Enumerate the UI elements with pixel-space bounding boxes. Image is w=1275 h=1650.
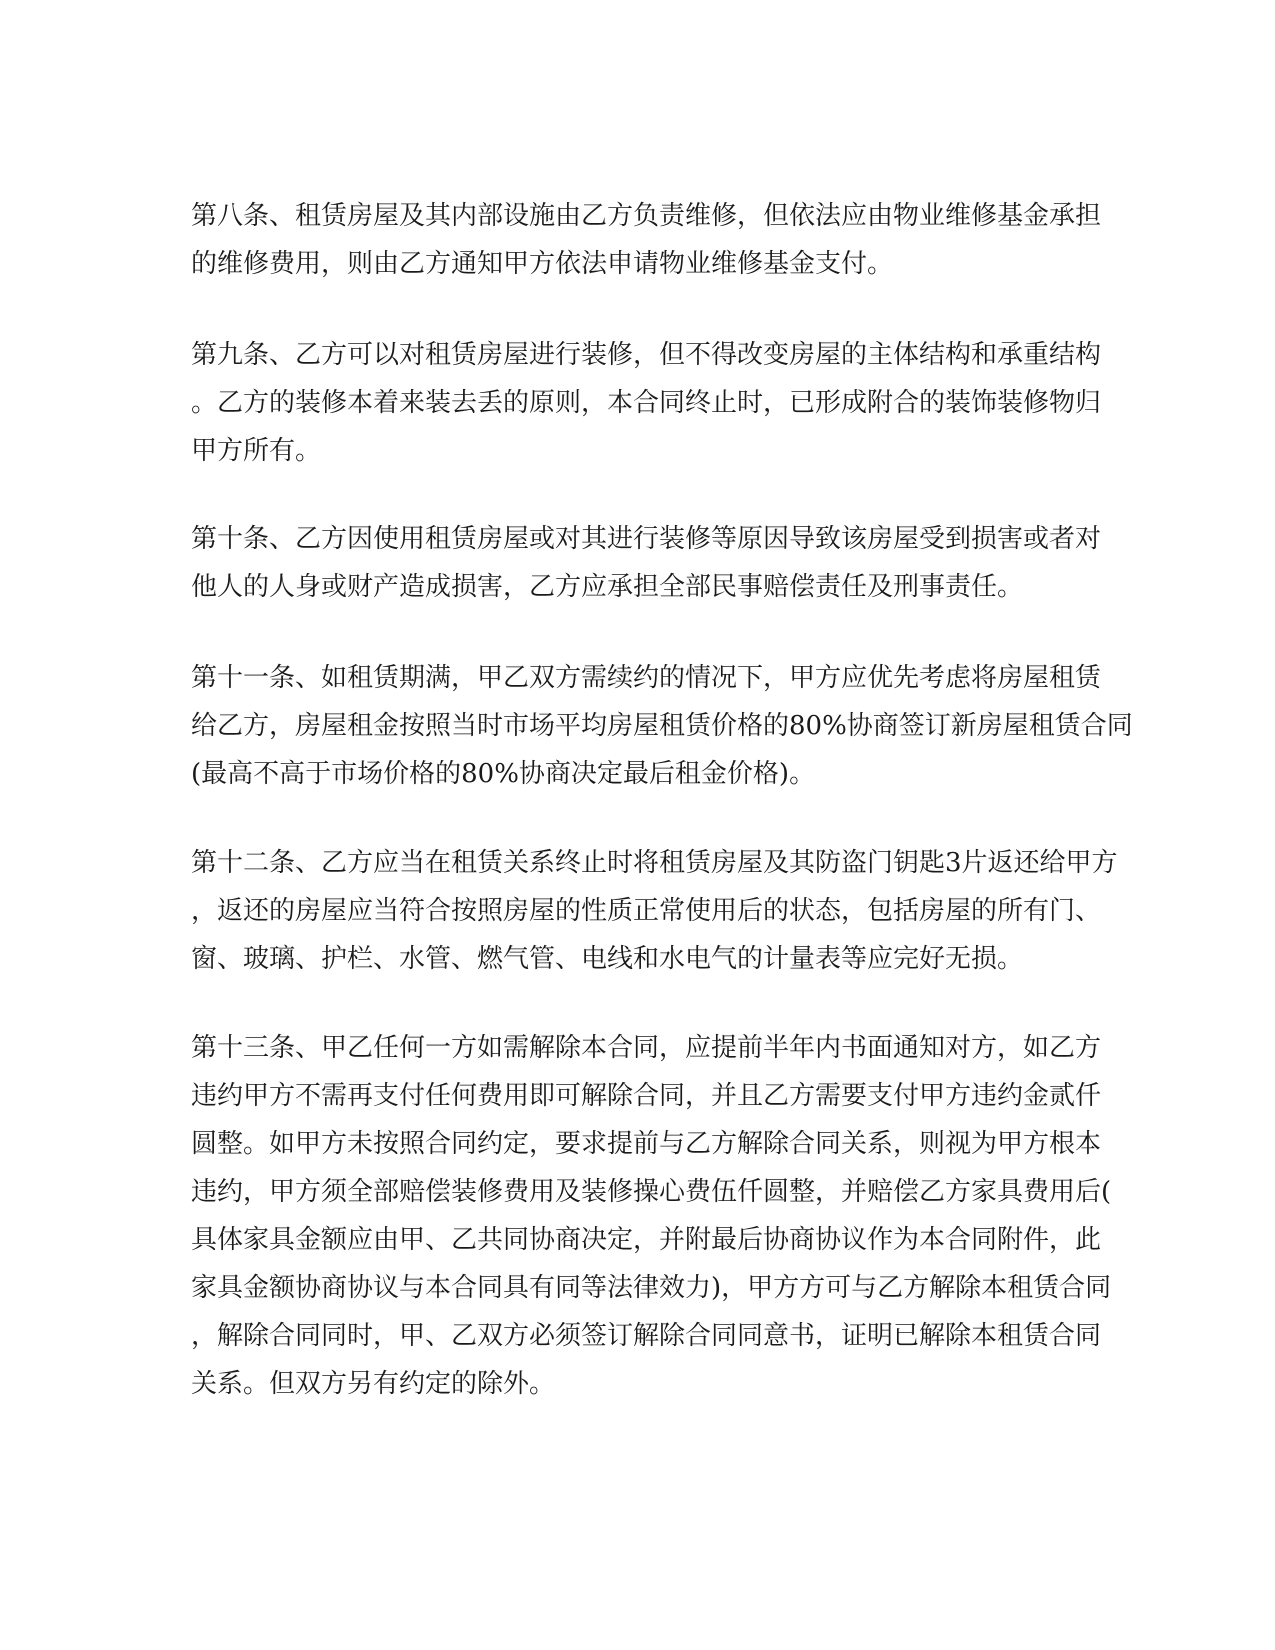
text-line: 违约甲方不需再支付任何费用即可解除合同，并且乙方需要支付甲方违约金贰仟 (191, 1081, 1102, 1111)
text-line: 第十一条、如租赁期满，甲乙双方需续约的情况下，甲方应优先考虑将房屋租赁 (191, 663, 1102, 693)
text-line: 窗、玻璃、护栏、水管、燃气管、电线和水电气的计量表等应完好无损。 (191, 944, 1024, 974)
text-line: 具体家具金额应由甲、乙共同协商决定，并附最后协商协议作为本合同附件，此 (191, 1225, 1102, 1255)
article-10-paragraph (191, 515, 1102, 611)
article-11-paragraph (191, 654, 1133, 798)
text-line: 第九条、乙方可以对租赁房屋进行装修，但不得改变房屋的主体结构和承重结构 (191, 340, 1102, 370)
text-line: ，返还的房屋应当符合按照房屋的性质正常使用后的状态，包括房屋的所有门、 (191, 896, 1102, 926)
text-line: 给乙方，房屋租金按照当时市场平均房屋租赁价格的80%协商签订新房屋租赁合同 (191, 711, 1133, 741)
article-13-paragraph (191, 1024, 1112, 1408)
text-line: 。乙方的装修本着来装去丢的原则，本合同终止时，已形成附合的装饰装修物归 (191, 388, 1102, 418)
text-line: 第十条、乙方因使用租赁房屋或对其进行装修等原因导致该房屋受到损害或者对 (191, 524, 1102, 554)
text-line: ，解除合同同时，甲、乙双方必须签订解除合同同意书，证明已解除本租赁合同 (191, 1321, 1102, 1351)
text-line: 关系。但双方另有约定的除外。 (191, 1369, 556, 1399)
article-12-paragraph (191, 839, 1118, 983)
text-line: 违约，甲方须全部赔偿装修费用及装修操心费伍仟圆整，并赔偿乙方家具费用后( (191, 1177, 1112, 1207)
text-line: 他人的人身或财产造成损害，乙方应承担全部民事赔偿责任及刑事责任。 (191, 572, 1024, 602)
text-line: (最高不高于市场价格的80%协商决定最后租金价格)。 (191, 759, 816, 789)
text-line: 第八条、租赁房屋及其内部设施由乙方负责维修，但依法应由物业维修基金承担 (191, 201, 1102, 231)
text-line: 第十二条、乙方应当在租赁关系终止时将租赁房屋及其防盗门钥匙3片返还给甲方 (191, 848, 1118, 878)
text-line: 甲方所有。 (191, 436, 322, 466)
text-line: 的维修费用，则由乙方通知甲方依法申请物业维修基金支付。 (191, 249, 894, 279)
article-9-paragraph (191, 331, 1102, 475)
article-8-paragraph (191, 192, 1102, 288)
text-line: 第十三条、甲乙任何一方如需解除本合同，应提前半年内书面通知对方，如乙方 (191, 1033, 1102, 1063)
text-line: 圆整。如甲方未按照合同约定，要求提前与乙方解除合同关系，则视为甲方根本 (191, 1129, 1102, 1159)
text-line: 家具金额协商协议与本合同具有同等法律效力)，甲方方可与乙方解除本租赁合同 (191, 1273, 1112, 1303)
